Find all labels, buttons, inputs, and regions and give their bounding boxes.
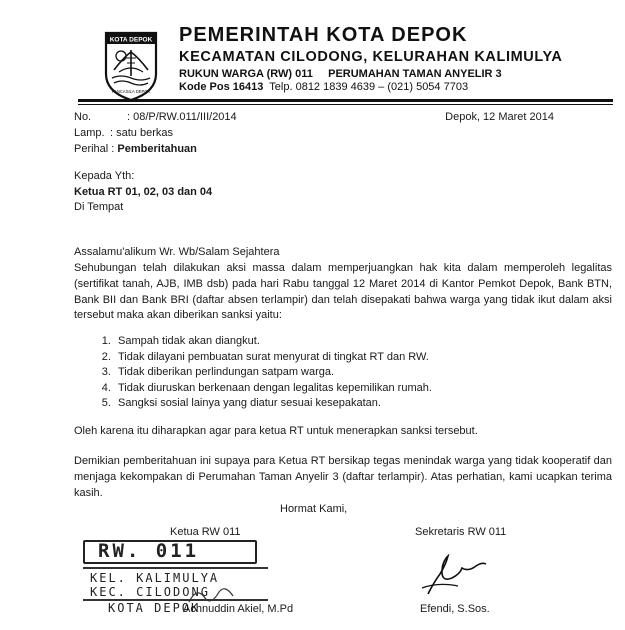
list-item: 2. Tidak dilayani pembuatan surat menyurat di tingkat RT dan RW. (114, 350, 432, 366)
logo-bottom-text: PANCASILA DEPOK (111, 89, 151, 94)
city-logo (103, 30, 159, 102)
letterhead-rw: RUKUN WARGA (RW) 011 PERUMAHAN TAMAN ANYELIR 3 (179, 68, 502, 80)
list-item: 5. Sangksi sosial lainya yang diatur sesuai kesepakatan. (114, 396, 432, 412)
list-item: 4. Tidak diuruskan berkenaan dengan legalitas kepemilikan rumah. (114, 381, 432, 397)
letterhead-title: PEMERINTAH KOTA DEPOK (179, 24, 468, 46)
stamp-kota: KOTA DEPOK (108, 601, 201, 615)
right-signature-title: Sekretaris RW 011 (415, 526, 507, 538)
di-tempat: Di Tempat (74, 201, 124, 213)
stamp-rw: RW. 011 (98, 540, 200, 562)
recipient: Ketua RT 01, 02, 03 dan 04 (74, 186, 213, 198)
stamp-kelurahan: KEL. KALIMULYA (90, 571, 220, 585)
left-signature-name: Achnuddin Akiel, M.Pd (183, 603, 294, 615)
phone: Telp. 0812 1839 4639 – (021) 5054 7703 (263, 81, 469, 93)
lamp-label: Lamp. (74, 127, 105, 139)
sanction-list (94, 334, 432, 412)
left-signature-title: Ketua RW 011 (170, 526, 241, 538)
right-signature-name: Efendi, S.Sos. (420, 603, 490, 615)
letterhead-rule (78, 99, 613, 102)
postcode: Kode Pos 16413 (179, 81, 264, 93)
perihal-value: Pemberitahuan (117, 143, 197, 155)
stamp-rule (83, 567, 268, 569)
stamp-kecamatan: KEC. CILODONG (90, 585, 210, 599)
greeting: Assalamu'alikum Wr. Wb/Salam Sejahtera (74, 246, 280, 258)
kepada: Kepada Yth: (74, 170, 135, 182)
right-signature-scribble-icon (418, 548, 490, 598)
list-item: 3. Tidak diberikan perlindungan satpam warga. (114, 365, 432, 381)
lamp-value: : satu berkas (110, 127, 173, 139)
body-paragraph-2: Oleh karena itu diharapkan agar para ketua RT untuk menerapkan sanksi tersebut. (74, 425, 478, 437)
body-paragraph-1: Sehubungan telah dilakukan aksi massa dalam memperjuangkan hak kita dalam memperoleh legalitas (sertifikat tanah, AJB, IMB dsb) pada hari Rabu tanggal 12 Maret 2014 di Kantor Pemkot Depok, Bank BTN, Bank BII dan Bank BRI (daftar absen terlampir) dan telah disepakati bahwa warga yang tidak ikut dalam aksi tersebut maka akan diberikan sanksi yaitu: (74, 262, 612, 322)
logo-top-text: KOTA DEPOK (109, 36, 153, 44)
no-value: : 08/P/RW.011/III/2014 (127, 111, 237, 123)
body-paragraph-3: Demikian pemberitahuan ini supaya para Ketua RT bersikap tegas menindak warga yang tidak kooperatif dan menjaga kekompakan di Perumahan Taman Anyelir 3 (daftar terlampir). Atas perhatian, kami ucapkan terima kasih. (74, 455, 612, 499)
list-item: 1. Sampah tidak akan diangkut. (114, 334, 432, 350)
letterhead-contact (179, 81, 468, 93)
letterhead-subtitle: KECAMATAN CILODONG, KELURAHAN KALIMULYA (179, 49, 563, 65)
coat-of-arms-icon (103, 30, 159, 102)
no-label: No. (74, 111, 92, 123)
perihal (74, 143, 197, 155)
closing: Hormat Kami, (280, 503, 348, 515)
place-date: Depok, 12 Maret 2014 (445, 111, 554, 123)
perihal-label: Perihal (74, 143, 109, 155)
perihal-sep: : (108, 143, 118, 155)
letterhead-rule-thin (78, 104, 613, 105)
